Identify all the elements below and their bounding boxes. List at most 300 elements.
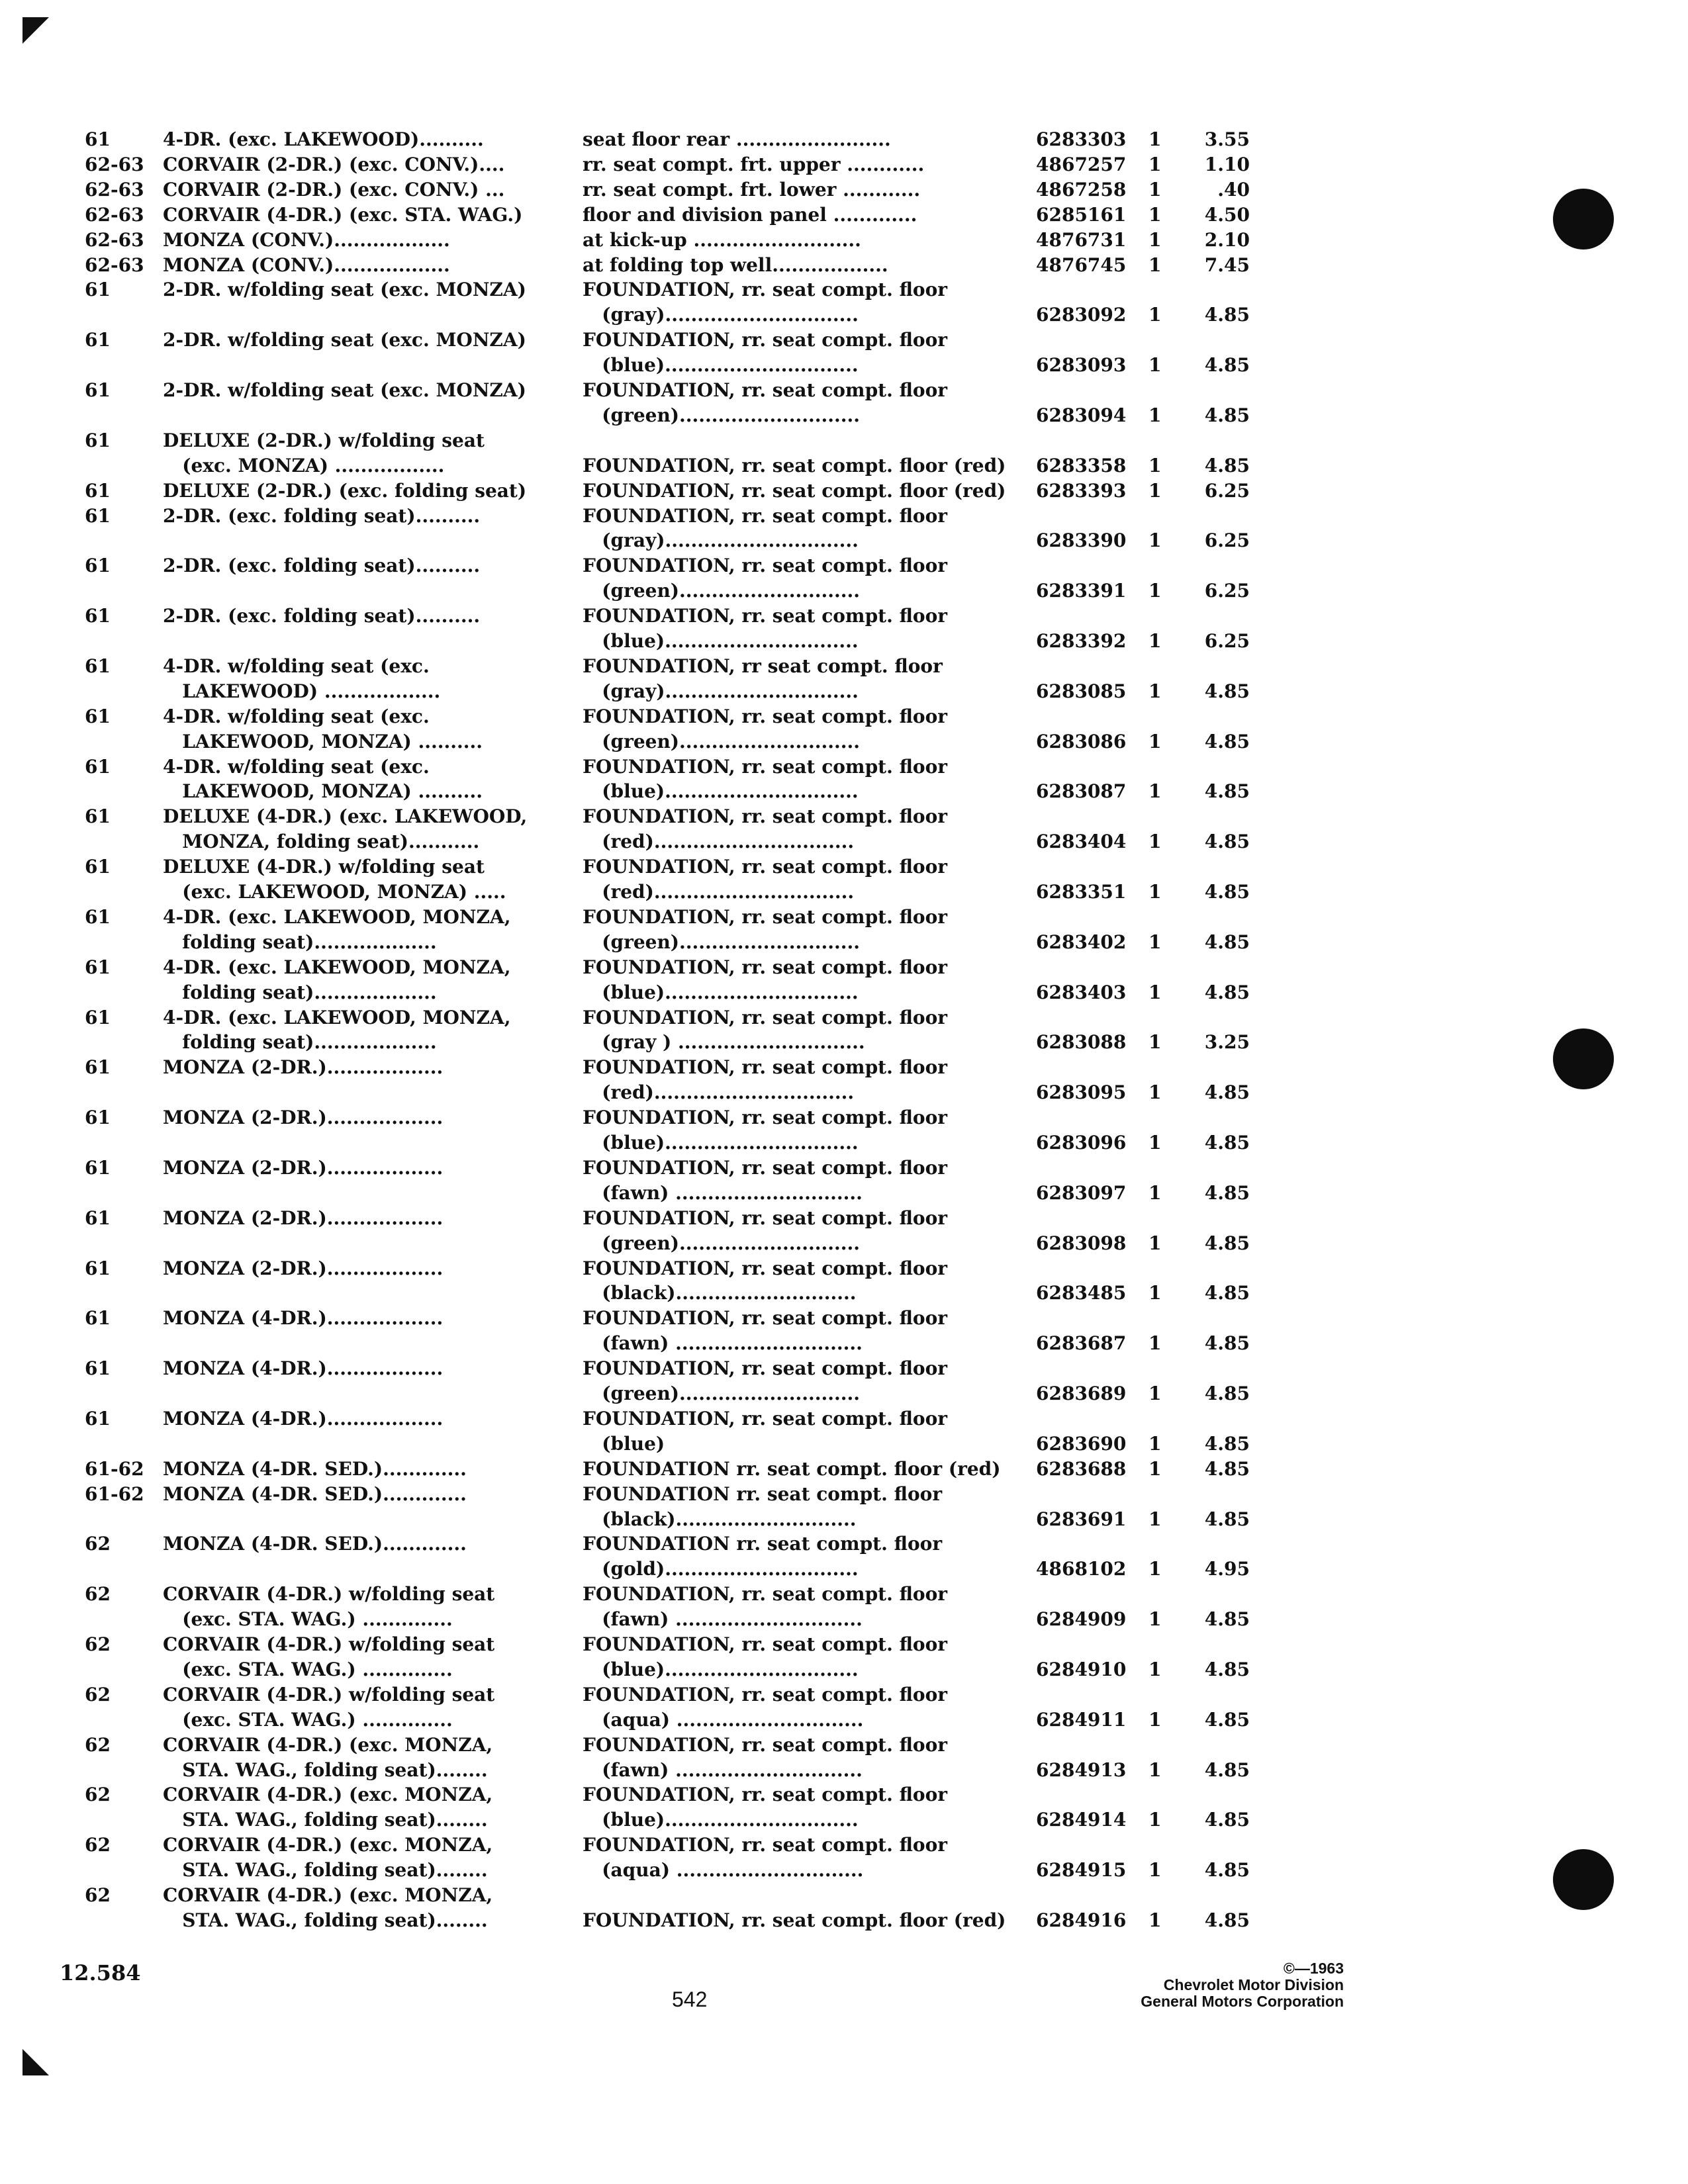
cell-model: MONZA (2-DR.).................. — [163, 1156, 444, 1179]
cell-desc: (aqua) ............................. — [583, 1708, 864, 1731]
cell-model: CORVAIR (4-DR.) w/folding seat — [163, 1583, 495, 1606]
cell-year: 61 — [85, 755, 111, 778]
listing-line — [0, 829, 1688, 854]
cell-price: 4.85 — [1204, 1658, 1250, 1680]
cell-year: 62 — [85, 1533, 111, 1555]
cell-model: 4-DR. w/folding seat (exc. — [163, 655, 430, 677]
cell-model: CORVAIR (4-DR.) (exc. MONZA, — [163, 1884, 493, 1906]
cell-part: 6283688 — [1036, 1457, 1127, 1480]
cell-year: 62 — [85, 1583, 111, 1606]
cell-model: MONZA (2-DR.).................. — [163, 1107, 444, 1129]
cell-model: CORVAIR (4-DR.) (exc. MONZA, — [163, 1733, 493, 1756]
cell-year: 61 — [85, 1257, 111, 1279]
listing-line — [0, 1030, 1688, 1055]
cell-desc: (red)............................... — [583, 1081, 855, 1104]
cell-qty: 1 — [1149, 1282, 1162, 1304]
cell-desc: FOUNDATION, rr. seat compt. floor — [583, 1357, 948, 1380]
listing-line — [0, 629, 1688, 654]
cell-desc: FOUNDATION, rr. seat compt. floor — [583, 1633, 948, 1655]
cell-price: 4.85 — [1204, 931, 1250, 953]
cell-qty: 1 — [1149, 1909, 1162, 1931]
cell-model: MONZA (4-DR. SED.)............. — [163, 1482, 467, 1505]
cell-model: MONZA (CONV.).................. — [163, 253, 450, 276]
cell-desc: at folding top well.................. — [583, 253, 888, 276]
cell-price: 4.85 — [1204, 1181, 1250, 1204]
cell-model: LAKEWOOD, MONZA) .......... — [163, 780, 483, 803]
cell-part: 6283403 — [1036, 981, 1127, 1003]
cell-desc: FOUNDATION, rr. seat compt. floor — [583, 705, 948, 727]
cell-desc: FOUNDATION, rr. seat compt. floor — [583, 1257, 948, 1279]
cell-model: (exc. STA. WAG.) .............. — [163, 1608, 453, 1631]
cell-desc: (green)............................ — [583, 931, 861, 953]
cell-year: 61 — [85, 1156, 111, 1179]
cell-price: 4.85 — [1204, 981, 1250, 1003]
cell-model: MONZA (4-DR.).................. — [163, 1407, 444, 1430]
listing-line — [0, 1105, 1688, 1130]
cell-desc: (red)............................... — [583, 881, 855, 903]
listing-line — [0, 754, 1688, 780]
cell-desc: FOUNDATION, rr. seat compt. floor — [583, 605, 948, 627]
listing-line — [0, 378, 1688, 403]
cell-desc: (gold).............................. — [583, 1558, 859, 1580]
cell-price: 6.25 — [1204, 479, 1250, 502]
cell-part: 6284910 — [1036, 1658, 1127, 1680]
listing-line — [0, 1231, 1688, 1256]
listing-line — [0, 1908, 1688, 1933]
cell-model: 4-DR. (exc. LAKEWOOD, MONZA, — [163, 1006, 511, 1028]
cell-desc: (aqua) ............................. — [583, 1859, 864, 1882]
cell-desc: FOUNDATION, rr. seat compt. floor — [583, 1156, 948, 1179]
cell-year: 61 — [85, 379, 111, 401]
cell-price: 4.85 — [1204, 1282, 1250, 1304]
cell-price: 4.85 — [1204, 354, 1250, 377]
cell-model: 2-DR. w/folding seat (exc. MONZA) — [163, 279, 526, 301]
listing-line — [0, 403, 1688, 428]
cell-model: (exc. STA. WAG.) .............. — [163, 1708, 453, 1731]
cell-year: 61 — [85, 128, 111, 150]
listing-line — [0, 1758, 1688, 1783]
cell-model: 4-DR. (exc. LAKEWOOD, MONZA, — [163, 956, 511, 978]
cell-part: 6284915 — [1036, 1859, 1127, 1882]
cell-model: LAKEWOOD, MONZA) .......... — [163, 730, 483, 752]
cell-part: 6283351 — [1036, 881, 1127, 903]
cell-price: 4.85 — [1204, 1457, 1250, 1480]
cell-price: 6.25 — [1204, 630, 1250, 652]
listing-line — [0, 679, 1688, 704]
listing-line — [0, 1306, 1688, 1331]
listing-line — [0, 1582, 1688, 1607]
cell-part: 6283094 — [1036, 404, 1127, 426]
cell-part: 6283096 — [1036, 1132, 1127, 1154]
listing-line — [0, 1657, 1688, 1682]
listing-line — [0, 1733, 1688, 1758]
cell-year: 61 — [85, 1357, 111, 1380]
cell-year: 62 — [85, 1633, 111, 1655]
cell-desc: (green)............................ — [583, 1383, 861, 1404]
cell-desc: floor and division panel ............. — [583, 203, 917, 226]
cell-desc: FOUNDATION rr. seat compt. floor (red) — [583, 1457, 1001, 1480]
listing-line — [0, 578, 1688, 604]
cell-part: 6283092 — [1036, 304, 1127, 326]
cell-qty: 1 — [1149, 1181, 1162, 1204]
cell-qty: 1 — [1149, 153, 1162, 175]
cell-year: 62-63 — [85, 153, 144, 175]
cell-year: 61 — [85, 504, 111, 527]
cell-model: LAKEWOOD) .................. — [163, 680, 441, 702]
listing-line — [0, 528, 1688, 553]
cell-qty: 1 — [1149, 630, 1162, 652]
cell-qty: 1 — [1149, 454, 1162, 477]
cell-part: 6284913 — [1036, 1758, 1127, 1781]
cell-price: 4.85 — [1204, 1132, 1250, 1154]
cell-qty: 1 — [1149, 1608, 1162, 1631]
cell-desc: FOUNDATION, rr. seat compt. floor — [583, 329, 948, 351]
cell-qty: 1 — [1149, 228, 1162, 251]
cell-desc: (blue).............................. — [583, 354, 859, 377]
copyright-notice: ©—1963 — [1283, 1960, 1344, 1977]
cell-year: 61-62 — [85, 1482, 144, 1505]
cell-desc: FOUNDATION, rr. seat compt. floor — [583, 1307, 948, 1330]
listing-line — [0, 1356, 1688, 1381]
cell-model: DELUXE (2-DR.) w/folding seat — [163, 429, 485, 451]
cell-price: 4.85 — [1204, 881, 1250, 903]
cell-qty: 1 — [1149, 1232, 1162, 1254]
cell-part: 4868102 — [1036, 1558, 1127, 1580]
listing-line — [0, 203, 1688, 228]
cell-qty: 1 — [1149, 981, 1162, 1003]
cell-desc: FOUNDATION rr. seat compt. floor — [583, 1533, 943, 1555]
cell-desc: FOUNDATION, rr. seat compt. floor — [583, 755, 948, 778]
cell-part: 6283687 — [1036, 1332, 1127, 1355]
listing-line — [0, 152, 1688, 177]
cell-price: 4.85 — [1204, 1758, 1250, 1781]
cell-model: MONZA (2-DR.).................. — [163, 1257, 444, 1279]
cell-desc: (gray ) ............................. — [583, 1031, 865, 1054]
cell-model: 2-DR. w/folding seat (exc. MONZA) — [163, 329, 526, 351]
listing-line — [0, 504, 1688, 529]
cell-model: STA. WAG., folding seat)........ — [163, 1809, 488, 1831]
cell-part: 4867257 — [1036, 153, 1127, 175]
cell-price: 4.85 — [1204, 1432, 1250, 1455]
cell-model: folding seat)................... — [163, 931, 437, 953]
cell-qty: 1 — [1149, 1558, 1162, 1580]
cell-desc: FOUNDATION, rr seat compt. floor — [583, 655, 943, 677]
cell-desc: rr. seat compt. frt. lower ............ — [583, 178, 921, 201]
cell-part: 6283093 — [1036, 354, 1127, 377]
cell-model: DELUXE (4-DR.) w/folding seat — [163, 856, 485, 878]
cell-part: 6284911 — [1036, 1708, 1127, 1731]
cell-desc: FOUNDATION, rr. seat compt. floor — [583, 1107, 948, 1129]
cell-desc: FOUNDATION, rr. seat compt. floor — [583, 504, 948, 527]
cell-desc: (fawn) ............................. — [583, 1608, 863, 1631]
cell-price: 4.85 — [1204, 1383, 1250, 1404]
cell-year: 61 — [85, 956, 111, 978]
cell-desc: (green)............................ — [583, 404, 861, 426]
listing-line — [0, 1807, 1688, 1833]
cell-desc: FOUNDATION rr. seat compt. floor — [583, 1482, 943, 1505]
cell-desc: FOUNDATION, rr. seat compt. floor — [583, 1206, 948, 1229]
listing-line — [0, 654, 1688, 679]
listing-line — [0, 1507, 1688, 1532]
cell-desc: FOUNDATION, rr. seat compt. floor — [583, 805, 948, 828]
listing-line — [0, 779, 1688, 804]
cell-qty: 1 — [1149, 404, 1162, 426]
cell-part: 6285161 — [1036, 203, 1127, 226]
cell-part: 6283392 — [1036, 630, 1127, 652]
cell-price: .40 — [1217, 178, 1250, 201]
cell-part: 6283391 — [1036, 580, 1127, 602]
listing-line — [0, 1080, 1688, 1105]
cell-desc: (green)............................ — [583, 1232, 861, 1254]
listing-line — [0, 1632, 1688, 1657]
cell-qty: 1 — [1149, 354, 1162, 377]
listing-line — [0, 1682, 1688, 1707]
cell-qty: 1 — [1149, 881, 1162, 903]
cell-price: 4.85 — [1204, 1809, 1250, 1831]
cell-part: 6283095 — [1036, 1081, 1127, 1104]
cell-desc: rr. seat compt. frt. upper ............ — [583, 153, 925, 175]
cell-year: 61 — [85, 655, 111, 677]
cell-part: 6283689 — [1036, 1383, 1127, 1404]
listing-line — [0, 453, 1688, 478]
cell-model: CORVAIR (4-DR.) (exc. STA. WAG.) — [163, 203, 523, 226]
cell-qty: 1 — [1149, 304, 1162, 326]
cell-model: (exc. LAKEWOOD, MONZA) ..... — [163, 881, 506, 903]
cell-model: 4-DR. w/folding seat (exc. — [163, 755, 430, 778]
cell-qty: 1 — [1149, 1658, 1162, 1680]
cell-model: STA. WAG., folding seat)........ — [163, 1909, 488, 1931]
cell-desc: FOUNDATION, rr. seat compt. floor — [583, 1006, 948, 1028]
cell-price: 4.85 — [1204, 404, 1250, 426]
cell-model: MONZA (4-DR.).................. — [163, 1357, 444, 1380]
cell-year: 61 — [85, 1407, 111, 1430]
listing-line — [0, 854, 1688, 880]
cell-year: 62 — [85, 1784, 111, 1806]
cell-desc: FOUNDATION, rr. seat compt. floor — [583, 956, 948, 978]
cell-part: 4876745 — [1036, 253, 1127, 276]
cell-desc: (blue) — [583, 1432, 665, 1455]
cell-price: 4.85 — [1204, 1332, 1250, 1355]
cell-part: 6283690 — [1036, 1432, 1127, 1455]
cell-year: 62-63 — [85, 178, 144, 201]
cell-qty: 1 — [1149, 1432, 1162, 1455]
cell-desc: (black)............................ — [583, 1282, 857, 1304]
cell-model: CORVAIR (4-DR.) (exc. MONZA, — [163, 1784, 493, 1806]
listing-line — [0, 1206, 1688, 1231]
cell-desc: FOUNDATION, rr. seat compt. floor — [583, 1056, 948, 1079]
cell-model: STA. WAG., folding seat)........ — [163, 1859, 488, 1882]
cell-qty: 1 — [1149, 128, 1162, 150]
cell-model: (exc. STA. WAG.) .............. — [163, 1658, 453, 1680]
listing-line — [0, 302, 1688, 328]
corporation-name: General Motors Corporation — [1141, 1993, 1344, 2010]
cell-qty: 1 — [1149, 529, 1162, 552]
cell-qty: 1 — [1149, 831, 1162, 853]
cell-desc: FOUNDATION, rr. seat compt. floor — [583, 1784, 948, 1806]
catalog-code: 12.584 — [60, 1960, 141, 1985]
cell-part: 6283390 — [1036, 529, 1127, 552]
cell-price: 4.85 — [1204, 1708, 1250, 1731]
cell-year: 61 — [85, 605, 111, 627]
listing-line — [0, 228, 1688, 253]
cell-year: 61 — [85, 1006, 111, 1028]
listing-line — [0, 604, 1688, 629]
listing-line — [0, 1531, 1688, 1557]
listing-line — [0, 704, 1688, 729]
cell-part: 6283393 — [1036, 479, 1127, 502]
cell-model: MONZA (2-DR.).................. — [163, 1056, 444, 1079]
cell-price: 3.55 — [1204, 128, 1250, 150]
cell-model: 2-DR. (exc. folding seat).......... — [163, 504, 481, 527]
cell-qty: 1 — [1149, 1758, 1162, 1781]
cell-model: MONZA (CONV.).................. — [163, 228, 450, 251]
cell-year: 62-63 — [85, 203, 144, 226]
cell-price: 4.85 — [1204, 1081, 1250, 1104]
cell-qty: 1 — [1149, 1809, 1162, 1831]
cell-qty: 1 — [1149, 931, 1162, 953]
listing-line — [0, 1707, 1688, 1733]
cell-qty: 1 — [1149, 1508, 1162, 1530]
cell-part: 6283303 — [1036, 128, 1127, 150]
cell-qty: 1 — [1149, 1708, 1162, 1731]
cell-desc: (green)............................ — [583, 730, 861, 752]
cell-model: MONZA, folding seat)........... — [163, 831, 480, 853]
cell-year: 61 — [85, 555, 111, 577]
cell-model: 4-DR. w/folding seat (exc. — [163, 705, 430, 727]
cell-desc: FOUNDATION, rr. seat compt. floor — [583, 1583, 948, 1606]
cell-model: folding seat)................... — [163, 1031, 437, 1054]
cell-part: 6283085 — [1036, 680, 1127, 702]
cell-qty: 1 — [1149, 178, 1162, 201]
cell-price: 4.85 — [1204, 680, 1250, 702]
cell-year: 61 — [85, 1307, 111, 1330]
listing-line — [0, 1256, 1688, 1281]
listing-line — [0, 277, 1688, 302]
listing-line — [0, 1432, 1688, 1457]
cell-year: 62 — [85, 1733, 111, 1756]
cell-qty: 1 — [1149, 1132, 1162, 1154]
cell-desc: at kick-up .......................... — [583, 228, 861, 251]
cell-desc: FOUNDATION, rr. seat compt. floor — [583, 279, 948, 301]
cell-qty: 1 — [1149, 1332, 1162, 1355]
listing-line — [0, 804, 1688, 829]
listing-line — [0, 1557, 1688, 1582]
listing-line — [0, 1005, 1688, 1030]
cell-part: 6283485 — [1036, 1282, 1127, 1304]
listing-line — [0, 1281, 1688, 1306]
listing-line — [0, 428, 1688, 453]
cell-part: 6284916 — [1036, 1909, 1127, 1931]
cell-qty: 1 — [1149, 253, 1162, 276]
cell-part: 6283098 — [1036, 1232, 1127, 1254]
cell-qty: 1 — [1149, 1383, 1162, 1404]
listing-line — [0, 478, 1688, 504]
cell-year: 61 — [85, 279, 111, 301]
cell-price: 4.85 — [1204, 1232, 1250, 1254]
cell-desc: FOUNDATION, rr. seat compt. floor — [583, 1834, 948, 1856]
cell-desc: (fawn) ............................. — [583, 1181, 863, 1204]
cell-model: DELUXE (4-DR.) (exc. LAKEWOOD, — [163, 805, 528, 828]
cell-model: folding seat)................... — [163, 981, 437, 1003]
listing-line — [0, 1482, 1688, 1507]
cell-part: 6283097 — [1036, 1181, 1127, 1204]
cell-price: 4.85 — [1204, 1859, 1250, 1882]
cell-price: 6.25 — [1204, 580, 1250, 602]
listing-line — [0, 1607, 1688, 1632]
listing-line — [0, 1833, 1688, 1858]
cell-model: CORVAIR (4-DR.) w/folding seat — [163, 1683, 495, 1706]
cell-qty: 1 — [1149, 1081, 1162, 1104]
cell-year: 61 — [85, 705, 111, 727]
cell-model: MONZA (4-DR. SED.)............. — [163, 1457, 467, 1480]
cell-desc: FOUNDATION, rr. seat compt. floor (red) — [583, 454, 1006, 477]
listing-line — [0, 253, 1688, 278]
listing-line — [0, 1331, 1688, 1356]
listing-line — [0, 1883, 1688, 1908]
listing-line — [0, 955, 1688, 980]
cell-desc: (blue).............................. — [583, 1132, 859, 1154]
cell-desc: FOUNDATION, rr. seat compt. floor — [583, 379, 948, 401]
cell-price: 4.85 — [1204, 831, 1250, 853]
cell-part: 4876731 — [1036, 228, 1127, 251]
cell-year: 61 — [85, 905, 111, 928]
listing-line — [0, 353, 1688, 378]
cell-year: 61 — [85, 805, 111, 828]
cell-price: 4.85 — [1204, 780, 1250, 803]
cell-qty: 1 — [1149, 580, 1162, 602]
cell-model: 2-DR. w/folding seat (exc. MONZA) — [163, 379, 526, 401]
cell-model: DELUXE (2-DR.) (exc. folding seat) — [163, 479, 527, 502]
listing-line — [0, 905, 1688, 930]
cell-desc: FOUNDATION, rr. seat compt. floor — [583, 1683, 948, 1706]
cell-year: 62-63 — [85, 253, 144, 276]
listing-line — [0, 328, 1688, 353]
cell-desc: (blue).............................. — [583, 1658, 859, 1680]
cell-model: 2-DR. (exc. folding seat).......... — [163, 555, 481, 577]
cell-year: 61 — [85, 479, 111, 502]
cell-part: 6283402 — [1036, 931, 1127, 953]
cell-model: MONZA (4-DR.).................. — [163, 1307, 444, 1330]
cell-year: 62-63 — [85, 228, 144, 251]
cell-price: 4.85 — [1204, 454, 1250, 477]
cell-price: 4.50 — [1204, 203, 1250, 226]
division-name: Chevrolet Motor Division — [1163, 1976, 1344, 1993]
cell-qty: 1 — [1149, 203, 1162, 226]
cell-desc: (gray).............................. — [583, 304, 859, 326]
registration-mark-bottom-left — [23, 2049, 49, 2075]
listing-line — [0, 1381, 1688, 1406]
cell-price: 1.10 — [1204, 153, 1250, 175]
cell-desc: (black)............................ — [583, 1508, 857, 1530]
cell-year: 61 — [85, 329, 111, 351]
cell-desc: FOUNDATION, rr. seat compt. floor — [583, 905, 948, 928]
cell-model: CORVAIR (4-DR.) w/folding seat — [163, 1633, 495, 1655]
listing-line — [0, 1130, 1688, 1156]
cell-desc: (blue).............................. — [583, 981, 859, 1003]
listing-line — [0, 1156, 1688, 1181]
cell-price: 4.85 — [1204, 304, 1250, 326]
cell-year: 62 — [85, 1834, 111, 1856]
cell-part: 4867258 — [1036, 178, 1127, 201]
cell-year: 61 — [85, 1206, 111, 1229]
cell-desc: (gray).............................. — [583, 529, 859, 552]
cell-year: 62 — [85, 1683, 111, 1706]
cell-year: 62 — [85, 1884, 111, 1906]
cell-desc: seat floor rear ........................ — [583, 128, 891, 150]
listing-line — [0, 880, 1688, 905]
cell-model: MONZA (4-DR. SED.)............. — [163, 1533, 467, 1555]
cell-price: 4.85 — [1204, 1508, 1250, 1530]
